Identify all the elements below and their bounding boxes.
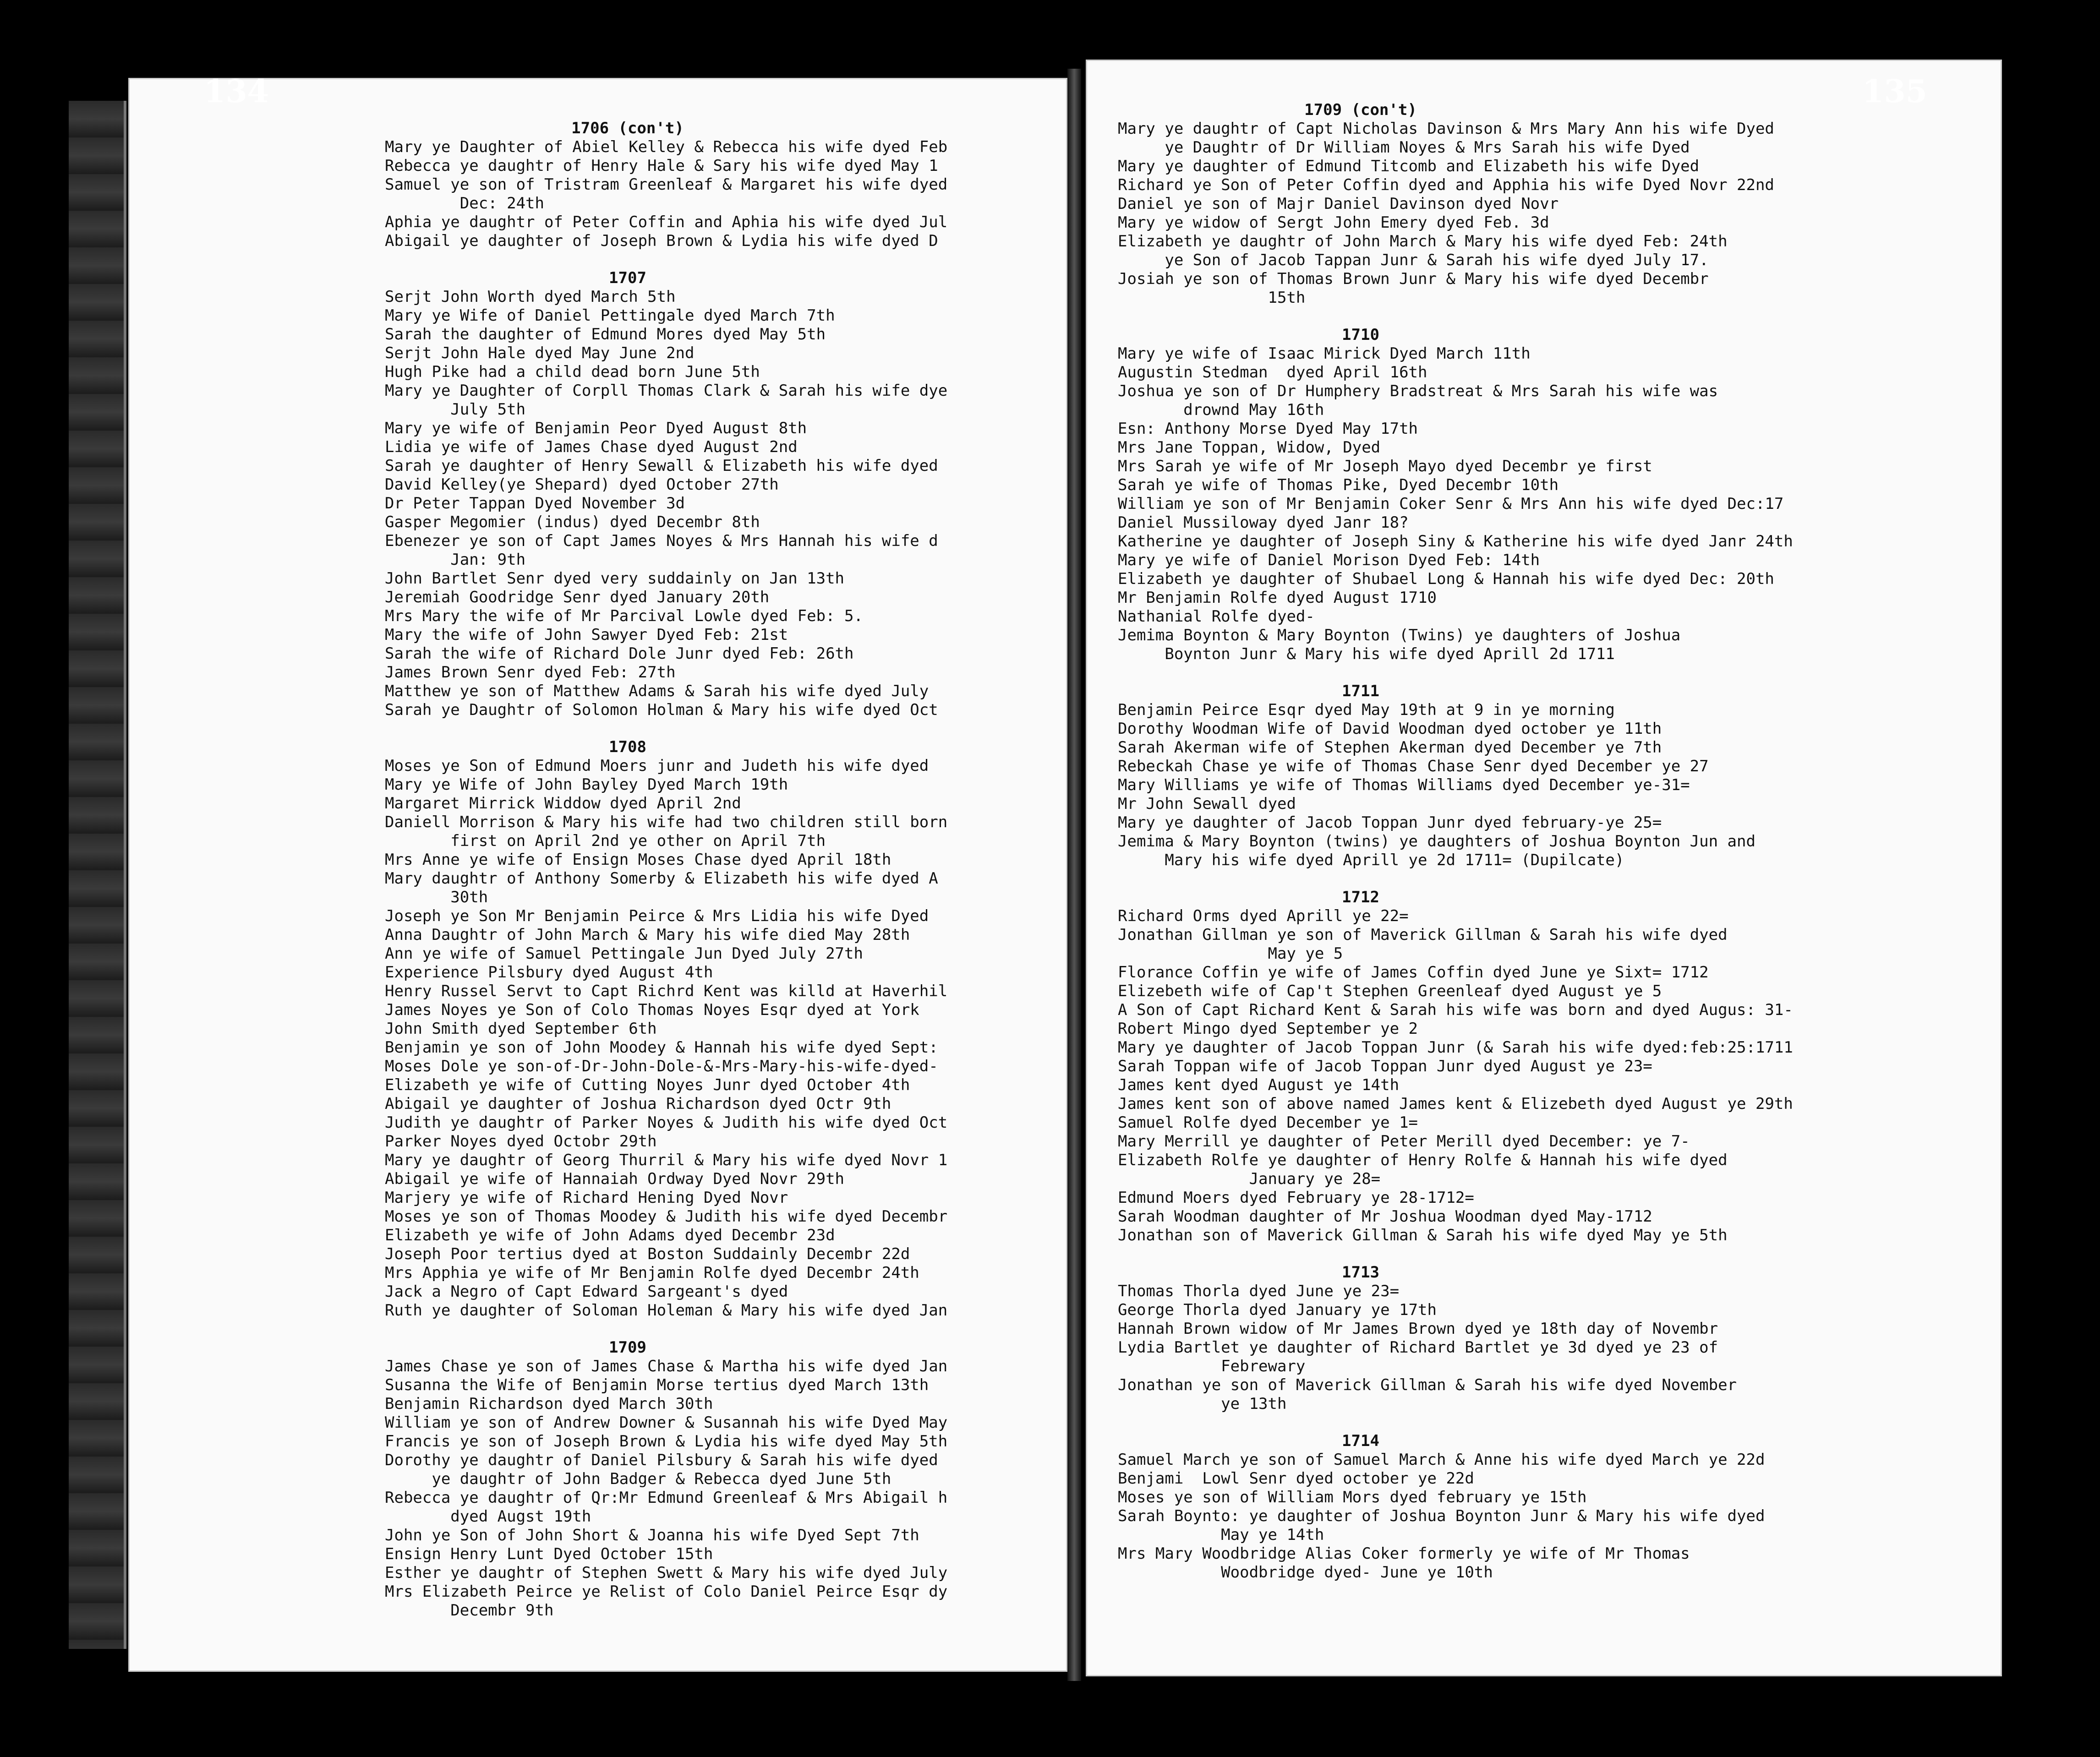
section-gap: [1118, 307, 1997, 326]
death-record-entry: Elizebeth wife of Cap't Stephen Greenleaf dyed August ye 5: [1118, 982, 1662, 1000]
death-record-entry: Sarah ye wife of Thomas Pike, Dyed Decembr 10th: [1118, 476, 1559, 494]
death-record-entry: Elizabeth ye daughtr of John March & Mary his wife dyed Feb: 24th: [1118, 232, 1728, 251]
right-page-text: [1118, 101, 1997, 1582]
death-record-entry: ye daughtr of John Badger & Rebecca dyed June 5th: [385, 1470, 891, 1488]
death-record-entry: May ye 5: [1118, 944, 1343, 963]
death-record-entry: Richard ye Son of Peter Coffin dyed and Apphia his wife Dyed Novr 22nd: [1118, 176, 1774, 194]
death-record-entry: Elizabeth ye daughter of Shubael Long & Hannah his wife dyed Dec: 20th: [1118, 570, 1774, 588]
death-record-entry: Jeremiah Goodridge Senr dyed January 20th: [385, 588, 770, 606]
death-record-entry: Gasper Megomier (indus) dyed Decembr 8th: [385, 513, 760, 531]
death-record-entry: Mrs Mary Woodbridge Alias Coker formerly ye wife of Mr Thomas: [1118, 1544, 1690, 1563]
death-record-entry: Francis ye son of Joseph Brown & Lydia his wife dyed May 5th: [385, 1432, 948, 1451]
section-gap: [1118, 870, 1997, 888]
death-record-entry: Abigail ye daughter of Joseph Brown & Lydia his wife dyed D: [385, 232, 938, 250]
death-record-entry: George Thorla dyed January ye 17th: [1118, 1301, 1437, 1319]
death-record-entry: Anna Daughtr of John March & Mary his wife died May 28th: [385, 926, 910, 944]
death-record-entry: Lidia ye wife of James Chase dyed August 2nd: [385, 438, 798, 456]
death-record-entry: ye 13th: [1118, 1395, 1287, 1413]
death-record-entry: Joseph ye Son Mr Benjamin Peirce & Mrs Lidia his wife Dyed: [385, 907, 929, 925]
year-heading: 1709 (con't): [1304, 101, 1417, 119]
death-record-entry: May ye 14th: [1118, 1526, 1324, 1544]
death-record-entry: Mary ye Wife of Daniel Pettingale dyed March 7th: [385, 306, 835, 325]
death-record-entry: Rebecca ye daughtr of Qr:Mr Edmund Greenleaf & Mrs Abigail h: [385, 1489, 948, 1507]
death-record-entry: Woodbridge dyed- June ye 10th: [1118, 1563, 1493, 1582]
death-record-entry: drownd May 16th: [1118, 401, 1324, 419]
death-record-entry: Marjery ye wife of Richard Hening Dyed Novr: [385, 1189, 788, 1207]
death-record-entry: Benjamin ye son of John Moodey & Hannah his wife dyed Sept:: [385, 1038, 938, 1057]
death-record-entry: Benjamin Richardson dyed March 30th: [385, 1395, 713, 1413]
death-record-entry: Mrs Anne ye wife of Ensign Moses Chase dyed April 18th: [385, 851, 891, 869]
death-record-entry: Esn: Anthony Morse Dyed May 17th: [1118, 420, 1418, 438]
death-record-entry: Moses ye son of William Mors dyed february ye 15th: [1118, 1488, 1587, 1506]
death-record-entry: Mary ye daughter of Edmund Titcomb and Elizabeth his wife Dyed: [1118, 157, 1700, 175]
death-record-entry: Mary ye wife of Isaac Mirick Dyed March 11th: [1118, 344, 1531, 363]
death-record-entry: January ye 28=: [1118, 1170, 1381, 1188]
death-record-entry: Esther ye daughtr of Stephen Swett & Mary his wife dyed July: [385, 1564, 948, 1582]
section-gap: [1118, 664, 1997, 682]
death-record-entry: Ensign Henry Lunt Dyed October 15th: [385, 1545, 713, 1563]
death-record-entry: James Noyes ye Son of Colo Thomas Noyes Esqr dyed at York: [385, 1001, 919, 1019]
death-record-entry: Mary ye wife of Benjamin Peor Dyed August 8th: [385, 419, 807, 437]
death-record-entry: Judith ye daughtr of Parker Noyes & Judith his wife dyed Oct: [385, 1113, 948, 1132]
death-record-entry: Susanna the Wife of Benjamin Morse tertius dyed March 13th: [385, 1376, 929, 1394]
left-page-text: [385, 119, 1067, 1620]
year-heading: 1714: [1342, 1432, 1379, 1450]
death-record-entry: Katherine ye daughter of Joseph Siny & Katherine his wife dyed Janr 24th: [1118, 532, 1793, 551]
death-record-entry: Sarah Woodman daughter of Mr Joshua Woodman dyed May-1712: [1118, 1207, 1652, 1226]
death-record-entry: Hugh Pike had a child dead born June 5th: [385, 363, 760, 381]
death-record-entry: Mary Merrill ye daughter of Peter Merill dyed December: ye 7-: [1118, 1132, 1690, 1151]
death-record-entry: Augustin Stedman dyed April 16th: [1118, 363, 1427, 382]
death-record-entry: Robert Mingo dyed September ye 2: [1118, 1020, 1418, 1038]
death-record-entry: Dec: 24th: [385, 194, 544, 213]
death-record-entry: Mary the wife of John Sawyer Dyed Feb: 21st: [385, 626, 788, 644]
death-record-entry: William ye son of Andrew Downer & Susannah his wife Dyed May: [385, 1413, 948, 1432]
death-record-entry: William ye son of Mr Benjamin Coker Senr & Mrs Ann his wife dyed Dec:17: [1118, 495, 1784, 513]
death-record-entry: Mary ye Daughter of Corpll Thomas Clark & Sarah his wife dye: [385, 382, 948, 400]
death-record-entry: Serjt John Worth dyed March 5th: [385, 288, 676, 306]
death-record-entry: Benjami Lowl Senr dyed october ye 22d: [1118, 1469, 1474, 1488]
death-record-entry: Mary ye daughtr of Capt Nicholas Davinson & Mrs Mary Ann his wife Dyed: [1118, 120, 1774, 138]
death-record-entry: Nathanial Rolfe dyed-: [1118, 607, 1315, 626]
death-record-entry: Mary ye Wife of John Bayley Dyed March 19th: [385, 775, 788, 794]
death-record-entry: Samuel ye son of Tristram Greenleaf & Margaret his wife dyed: [385, 175, 948, 194]
death-record-entry: Samuel Rolfe dyed December ye 1=: [1118, 1113, 1418, 1132]
section-gap: [1118, 1245, 1997, 1263]
section-gap: [385, 720, 1067, 738]
death-record-entry: Jemima & Mary Boynton (twins) ye daughters of Joshua Boynton Jun and: [1118, 832, 1755, 851]
death-record-entry: Abigail ye wife of Hannaiah Ordway Dyed Novr 29th: [385, 1170, 845, 1188]
death-record-entry: Moses Dole ye son-of-Dr-John-Dole-&-Mrs-Mary-his-wife-dyed-: [385, 1057, 938, 1075]
death-record-entry: Mary ye daughter of Jacob Toppan Junr dyed february-ye 25=: [1118, 813, 1662, 832]
book-binding-edge: [69, 101, 126, 1649]
death-record-entry: ye Son of Jacob Tappan Junr & Sarah his wife dyed July 17.: [1118, 251, 1709, 269]
death-record-entry: Rebeckah Chase ye wife of Thomas Chase Senr dyed December ye 27: [1118, 757, 1709, 775]
death-record-entry: Elizabeth ye wife of Cutting Noyes Junr dyed October 4th: [385, 1076, 910, 1094]
death-record-entry: Mr Benjamin Rolfe dyed August 1710: [1118, 589, 1437, 607]
death-record-entry: Febrewary: [1118, 1357, 1306, 1375]
death-record-entry: Benjamin Peirce Esqr dyed May 19th at 9 in ye morning: [1118, 701, 1615, 719]
death-record-entry: Elizabeth Rolfe ye daughter of Henry Rolfe & Hannah his wife dyed: [1118, 1151, 1728, 1169]
death-record-entry: Joseph Poor tertius dyed at Boston Suddainly Decembr 22d: [385, 1245, 910, 1263]
section-gap: [1118, 1413, 1997, 1432]
death-record-entry: James Brown Senr dyed Feb: 27th: [385, 663, 676, 682]
death-record-entry: Daniel Mussiloway dyed Janr 18?: [1118, 513, 1409, 532]
death-record-entry: Mary ye Daughter of Abiel Kelley & Rebecca his wife dyed Feb: [385, 138, 948, 156]
death-record-entry: Jan: 9th: [385, 551, 526, 569]
death-record-entry: Mary ye daughtr of Georg Thurril & Mary his wife dyed Novr 1: [385, 1151, 948, 1169]
death-record-entry: Mrs Jane Toppan, Widow, Dyed: [1118, 438, 1381, 457]
death-record-entry: James kent son of above named James kent & Elizebeth dyed August ye 29th: [1118, 1095, 1793, 1113]
death-record-entry: Margaret Mirrick Widdow dyed April 2nd: [385, 794, 741, 813]
right-page: [1086, 60, 2002, 1676]
year-heading: 1708: [609, 738, 646, 756]
death-record-entry: Mrs Sarah ye wife of Mr Joseph Mayo dyed Decembr ye first: [1118, 457, 1652, 475]
death-record-entry: Dorothy ye daughtr of Daniel Pilsbury & Sarah his wife dyed: [385, 1451, 938, 1469]
death-record-entry: John Bartlet Senr dyed very suddainly on Jan 13th: [385, 569, 845, 588]
death-record-entry: Moses ye Son of Edmund Moers junr and Judeth his wife dyed: [385, 757, 929, 775]
book-spine: [1067, 69, 1081, 1681]
death-record-entry: Sarah Boynto: ye daughter of Joshua Boynton Junr & Mary his wife dyed: [1118, 1507, 1765, 1525]
death-record-entry: James kent dyed August ye 14th: [1118, 1076, 1400, 1094]
death-record-entry: Mary Williams ye wife of Thomas Williams dyed December ye-31=: [1118, 776, 1690, 794]
death-record-entry: dyed Augst 19th: [385, 1507, 591, 1526]
death-record-entry: Sarah Toppan wife of Jacob Toppan Junr dyed August ye 23=: [1118, 1057, 1652, 1075]
death-record-entry: Jack a Negro of Capt Edward Sargeant's dyed: [385, 1282, 788, 1301]
death-record-entry: Ann ye wife of Samuel Pettingale Jun Dyed July 27th: [385, 944, 863, 963]
death-record-entry: Aphia ye daughtr of Peter Coffin and Aphia his wife dyed Jul: [385, 213, 948, 231]
death-record-entry: Moses ye son of Thomas Moodey & Judith his wife dyed Decembr: [385, 1207, 948, 1226]
year-heading: 1706 (con't): [571, 119, 684, 137]
death-record-entry: Decembr 9th: [385, 1601, 554, 1620]
death-record-entry: 30th: [385, 888, 488, 906]
year-heading: 1710: [1342, 326, 1379, 344]
death-record-entry: ye Daughtr of Dr William Noyes & Mrs Sarah his wife Dyed: [1118, 138, 1690, 157]
death-record-entry: Dr Peter Tappan Dyed November 3d: [385, 494, 685, 513]
death-record-entry: Mrs Elizabeth Peirce ye Relist of Colo Daniel Peirce Esqr dy: [385, 1582, 948, 1601]
year-heading: 1707: [609, 269, 646, 287]
death-record-entry: Sarah ye daughter of Henry Sewall & Elizabeth his wife dyed: [385, 457, 938, 475]
death-record-entry: Sarah the daughter of Edmund Mores dyed May 5th: [385, 325, 826, 344]
death-record-entry: Mrs Apphia ye wife of Mr Benjamin Rolfe dyed Decembr 24th: [385, 1264, 919, 1282]
death-record-entry: Serjt John Hale dyed May June 2nd: [385, 344, 695, 362]
death-record-entry: Henry Russel Servt to Capt Richrd Kent was killd at Haverhil: [385, 982, 948, 1000]
left-page-number: 134: [204, 73, 269, 110]
death-record-entry: Boynton Junr & Mary his wife dyed Aprill 2d 1711: [1118, 645, 1615, 663]
death-record-entry: Richard Orms dyed Aprill ye 22=: [1118, 907, 1409, 925]
death-record-entry: Parker Noyes dyed Octobr 29th: [385, 1132, 657, 1151]
death-record-entry: Jemima Boynton & Mary Boynton (Twins) ye daughters of Joshua: [1118, 626, 1681, 644]
section-gap: [385, 1320, 1067, 1338]
death-record-entry: Mary his wife dyed Aprill ye 2d 1711= (Dupilcate): [1118, 851, 1624, 869]
death-record-entry: Daniell Morrison & Mary his wife had two children still born: [385, 813, 948, 831]
death-record-entry: Sarah Akerman wife of Stephen Akerman dyed December ye 7th: [1118, 738, 1662, 757]
death-record-entry: Mary ye widow of Sergt John Emery dyed Feb. 3d: [1118, 213, 1549, 232]
death-record-entry: Ruth ye daughter of Soloman Holeman & Mary his wife dyed Jan: [385, 1301, 948, 1320]
death-record-entry: Florance Coffin ye wife of James Coffin dyed June ye Sixt= 1712: [1118, 963, 1709, 982]
death-record-entry: Sarah ye Daughtr of Solomon Holman & Mary his wife dyed Oct: [385, 701, 938, 719]
death-record-entry: Daniel ye son of Majr Daniel Davinson dyed Novr: [1118, 195, 1559, 213]
year-heading: 1709: [609, 1338, 646, 1357]
death-record-entry: James Chase ye son of James Chase & Martha his wife dyed Jan: [385, 1357, 948, 1375]
left-page: [128, 78, 1067, 1672]
death-record-entry: Edmund Moers dyed February ye 28-1712=: [1118, 1189, 1474, 1207]
year-heading: 1713: [1342, 1263, 1379, 1282]
death-record-entry: A Son of Capt Richard Kent & Sarah his wife was born and dyed Augus: 31-: [1118, 1001, 1793, 1019]
death-record-entry: Mr John Sewall dyed: [1118, 795, 1296, 813]
death-record-entry: John Smith dyed September 6th: [385, 1020, 657, 1038]
death-record-entry: Mary ye daughter of Jacob Toppan Junr (& Sarah his wife dyed:feb:25:1711: [1118, 1038, 1793, 1057]
death-record-entry: Jonathan son of Maverick Gillman & Sarah his wife dyed May ye 5th: [1118, 1226, 1728, 1244]
death-record-entry: Mrs Mary the wife of Mr Parcival Lowle dyed Feb: 5.: [385, 607, 863, 625]
death-record-entry: Experience Pilsbury dyed August 4th: [385, 963, 713, 982]
death-record-entry: Hannah Brown widow of Mr James Brown dyed ye 18th day of Novembr: [1118, 1320, 1718, 1338]
death-record-entry: 15th: [1118, 289, 1306, 307]
death-record-entry: Abigail ye daughter of Joshua Richardson dyed Octr 9th: [385, 1095, 891, 1113]
death-record-entry: Mary ye wife of Daniel Morison Dyed Feb: 14th: [1118, 551, 1540, 569]
death-record-entry: Josiah ye son of Thomas Brown Junr & Mary his wife dyed Decembr: [1118, 270, 1709, 288]
death-record-entry: Jonathan Gillman ye son of Maverick Gillman & Sarah his wife dyed: [1118, 926, 1728, 944]
death-record-entry: Dorothy Woodman Wife of David Woodman dyed october ye 11th: [1118, 720, 1662, 738]
death-record-entry: Elizabeth ye wife of John Adams dyed Decembr 23d: [385, 1226, 835, 1244]
death-record-entry: Jonathan ye son of Maverick Gillman & Sarah his wife dyed November: [1118, 1376, 1737, 1394]
death-record-entry: Lydia Bartlet ye daughter of Richard Bartlet ye 3d dyed ye 23 of: [1118, 1338, 1718, 1357]
death-record-entry: Ebenezer ye son of Capt James Noyes & Mrs Hannah his wife d: [385, 532, 938, 550]
section-gap: [385, 251, 1067, 269]
death-record-entry: Mary daughtr of Anthony Somerby & Elizabeth his wife dyed A: [385, 869, 938, 888]
death-record-entry: Joshua ye son of Dr Humphery Bradstreat & Mrs Sarah his wife was: [1118, 382, 1718, 400]
death-record-entry: David Kelley(ye Shepard) dyed October 27th: [385, 475, 779, 494]
year-heading: 1711: [1342, 682, 1379, 700]
death-record-entry: Rebecca ye daughtr of Henry Hale & Sary his wife dyed May 1: [385, 157, 938, 175]
right-page-number: 135: [1862, 73, 1927, 110]
death-record-entry: July 5th: [385, 400, 526, 419]
death-record-entry: Matthew ye son of Matthew Adams & Sarah his wife dyed July: [385, 682, 929, 700]
death-record-entry: Samuel March ye son of Samuel March & Anne his wife dyed March ye 22d: [1118, 1451, 1765, 1469]
death-record-entry: John ye Son of John Short & Joanna his wife Dyed Sept 7th: [385, 1526, 919, 1544]
death-record-entry: first on April 2nd ye other on April 7th: [385, 832, 826, 850]
death-record-entry: Sarah the wife of Richard Dole Junr dyed Feb: 26th: [385, 644, 854, 663]
death-record-entry: Thomas Thorla dyed June ye 23=: [1118, 1282, 1400, 1300]
year-heading: 1712: [1342, 888, 1379, 906]
